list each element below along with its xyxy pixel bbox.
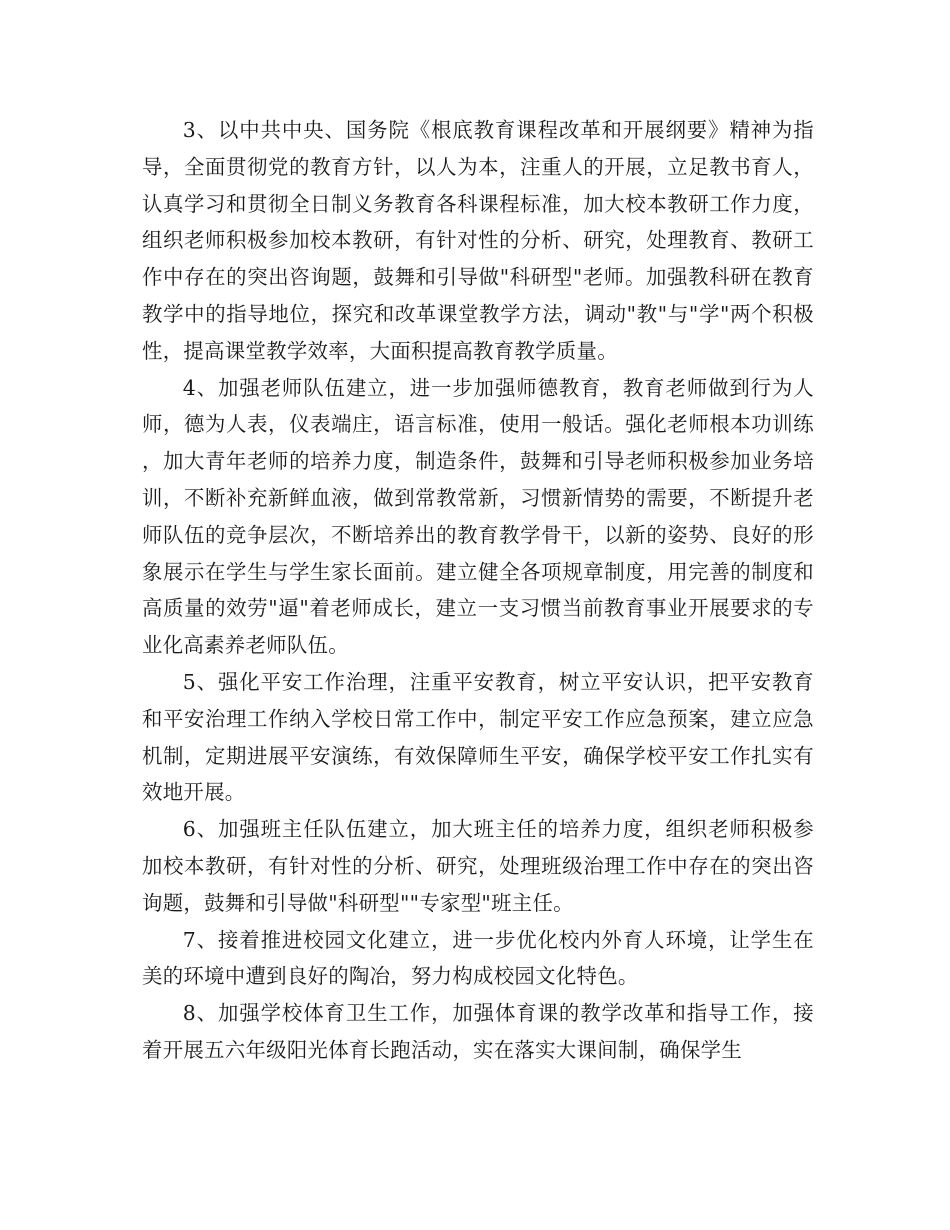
paragraph-item-5: 5、强化平安工作治理，注重平安教育，树立平安认识，把平安教育和平安治理工作纳入学校日常工作中，制定平安工作应急预案，建立应急机制，定期进展平安演练，有效保障师生平安，确保学校平安工作扎实有效地开展。 — [142, 669, 814, 805]
paragraph-item-8: 8、加强学校体育卫生工作，加强体育课的教学改革和指导工作，接着开展五六年级阳光体育长跑活动，实在落实大课间制，确保学生 — [142, 1001, 814, 1062]
paragraph-item-6: 6、加强班主任队伍建立，加大班主任的培养力度，组织老师积极参加校本教研，有针对性的分析、研究，处理班级治理工作中存在的突出咨询题，鼓舞和引导做"科研型""专家型"班主任。 — [142, 817, 814, 915]
paragraph-item-3: 3、以中共中央、国务院《根底教育课程改革和开展纲要》精神为指导，全面贯彻党的教育方针，以人为本，注重人的开展，立足教书育人，认真学习和贯彻全日制义务教育各科课程标准，加大校本教研工作力度，组织老师积极参加校本教研，有针对性的分析、研究，处理教育、教研工作中存在的突出咨询题，鼓舞和引导做"科研型"老师。加强教科研在教育教学中的指导地位，探究和改革课堂教学方法，调动"教"与"学"两个积极性，提高课堂教学效率，大面积提高教育教学质量。 — [142, 118, 814, 363]
paragraph-item-7: 7、接着推进校园文化建立，进一步优化校内外育人环境，让学生在美的环境中遭到良好的陶冶，努力构成校园文化特色。 — [142, 927, 814, 989]
document-body — [142, 112, 814, 1069]
paragraph-item-4: 4、加强老师队伍建立，进一步加强师德教育，教育老师做到行为人师，德为人表，仪表端庄，语言标准，使用一般话。强化老师根本功训练，加大青年老师的培养力度，制造条件，鼓舞和引导老师积极参加业务培训，不断补充新鲜血液，做到常教常新，习惯新情势的需要，不断提升老师队伍的竞争层次，不断培养出的教育教学骨干，以新的姿势、良好的形象展示在学生与学生家长面前。建立健全各项规章制度，用完善的制度和高质量的效劳"逼"着老师成长，建立一支习惯当前教育事业开展要求的专业化高素养老师队伍。 — [142, 375, 814, 658]
